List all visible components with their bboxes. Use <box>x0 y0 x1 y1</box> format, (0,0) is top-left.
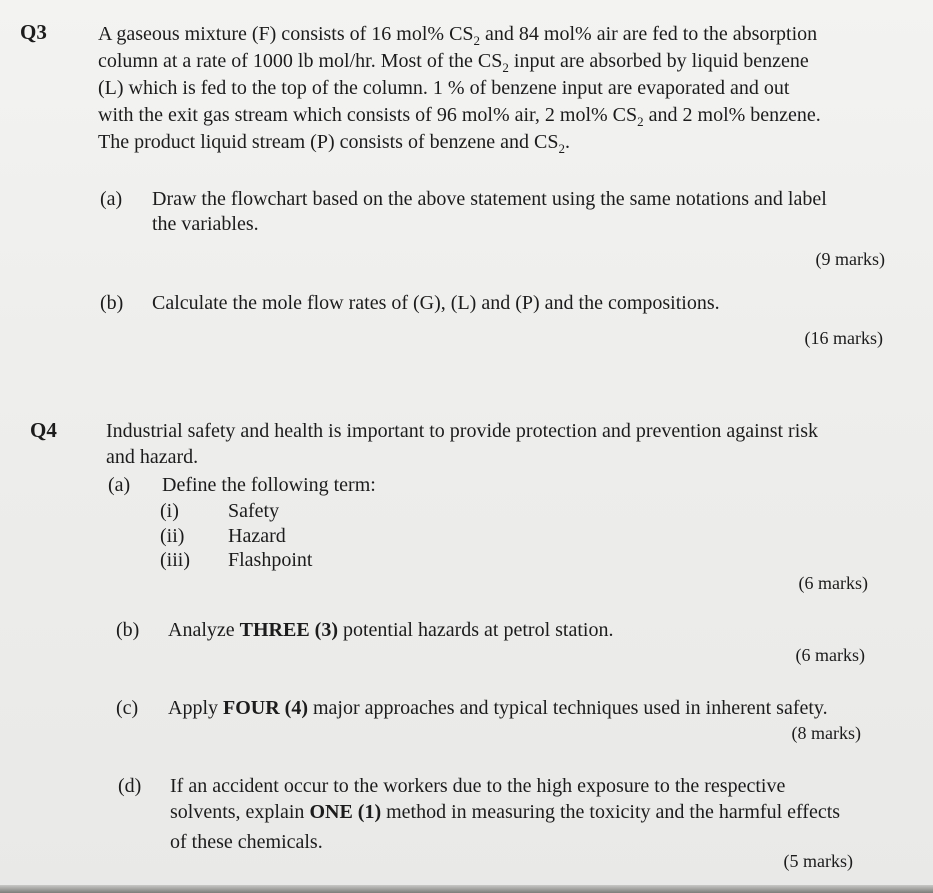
q4b-text: Analyze THREE (3) potential hazards at petrol station. <box>168 619 614 641</box>
q4d-marks: (5 marks) <box>783 851 853 871</box>
q4c-text: Apply FOUR (4) major approaches and typical techniques used in inherent safety. <box>168 697 828 719</box>
q4d-text-line-3: of these chemicals. <box>170 831 323 853</box>
q4-stem-line-2: and hazard. <box>106 446 199 468</box>
term-flashpoint: Flashpoint <box>228 549 313 571</box>
q4b-marks: (6 marks) <box>795 645 865 665</box>
q4-stem-line-1: Industrial safety and health is important to provide protection and prevention against risk <box>106 420 819 442</box>
q3a-text-line-1: Draw the flowchart based on the above statement using the same notations and label <box>152 188 827 210</box>
q3-stem-line-4: with the exit gas stream which consists of 96 mol% air, 2 mol% $CS_2$ and 2 mol% benzene. <box>98 104 821 129</box>
q3-stem-line-3: (L) which is fed to the top of the column. 1 % of benzene input are evaporated and out <box>98 77 790 99</box>
q3-number: Q3 <box>20 20 47 44</box>
q4d-text-line-2: solvents, explain ONE (1) method in measuring the toxicity and the harmful effects <box>170 801 841 823</box>
q3a-text-line-2: the variables. <box>152 213 259 235</box>
term-safety: Safety <box>228 500 280 522</box>
q4c-label: (c) <box>116 697 139 719</box>
q4a-marks: (6 marks) <box>798 573 868 593</box>
q4d-label: (d) <box>118 775 142 797</box>
q4a-text: Define the following term: <box>162 474 376 496</box>
q4-number: Q4 <box>30 418 57 442</box>
q4d-text-line-1: If an accident occur to the workers due to the high exposure to the respective <box>170 775 786 797</box>
q3-stem-line-2: column at a rate of 1000 lb mol/hr. Most of the $CS_2$ input are absorbed by liquid benzene <box>98 50 809 75</box>
term-num-iii: (iii) <box>160 549 190 571</box>
q3b-label: (b) <box>100 292 124 314</box>
q3a-marks: (9 marks) <box>815 249 885 269</box>
q4a-label: (a) <box>108 474 131 496</box>
q3b-marks: (16 marks) <box>804 328 883 348</box>
q3b-text: Calculate the mole flow rates of (G), (L) and (P) and the compositions. <box>152 292 720 314</box>
q3-stem-line-1: A gaseous mixture (F) consists of 16 mol% $CS_2$ and 84 mol% air are fed to the absorption <box>98 23 818 48</box>
term-num-ii: (ii) <box>160 525 185 547</box>
term-num-i: (i) <box>160 500 179 522</box>
q3-stem-line-5: The product liquid stream (P) consists of benzene and $CS_2$. <box>98 131 570 156</box>
q4c-marks: (8 marks) <box>791 723 861 743</box>
q4b-label: (b) <box>116 619 140 641</box>
term-hazard: Hazard <box>228 525 286 547</box>
q3a-label: (a) <box>100 188 123 210</box>
page-bottom-edge <box>0 885 933 893</box>
